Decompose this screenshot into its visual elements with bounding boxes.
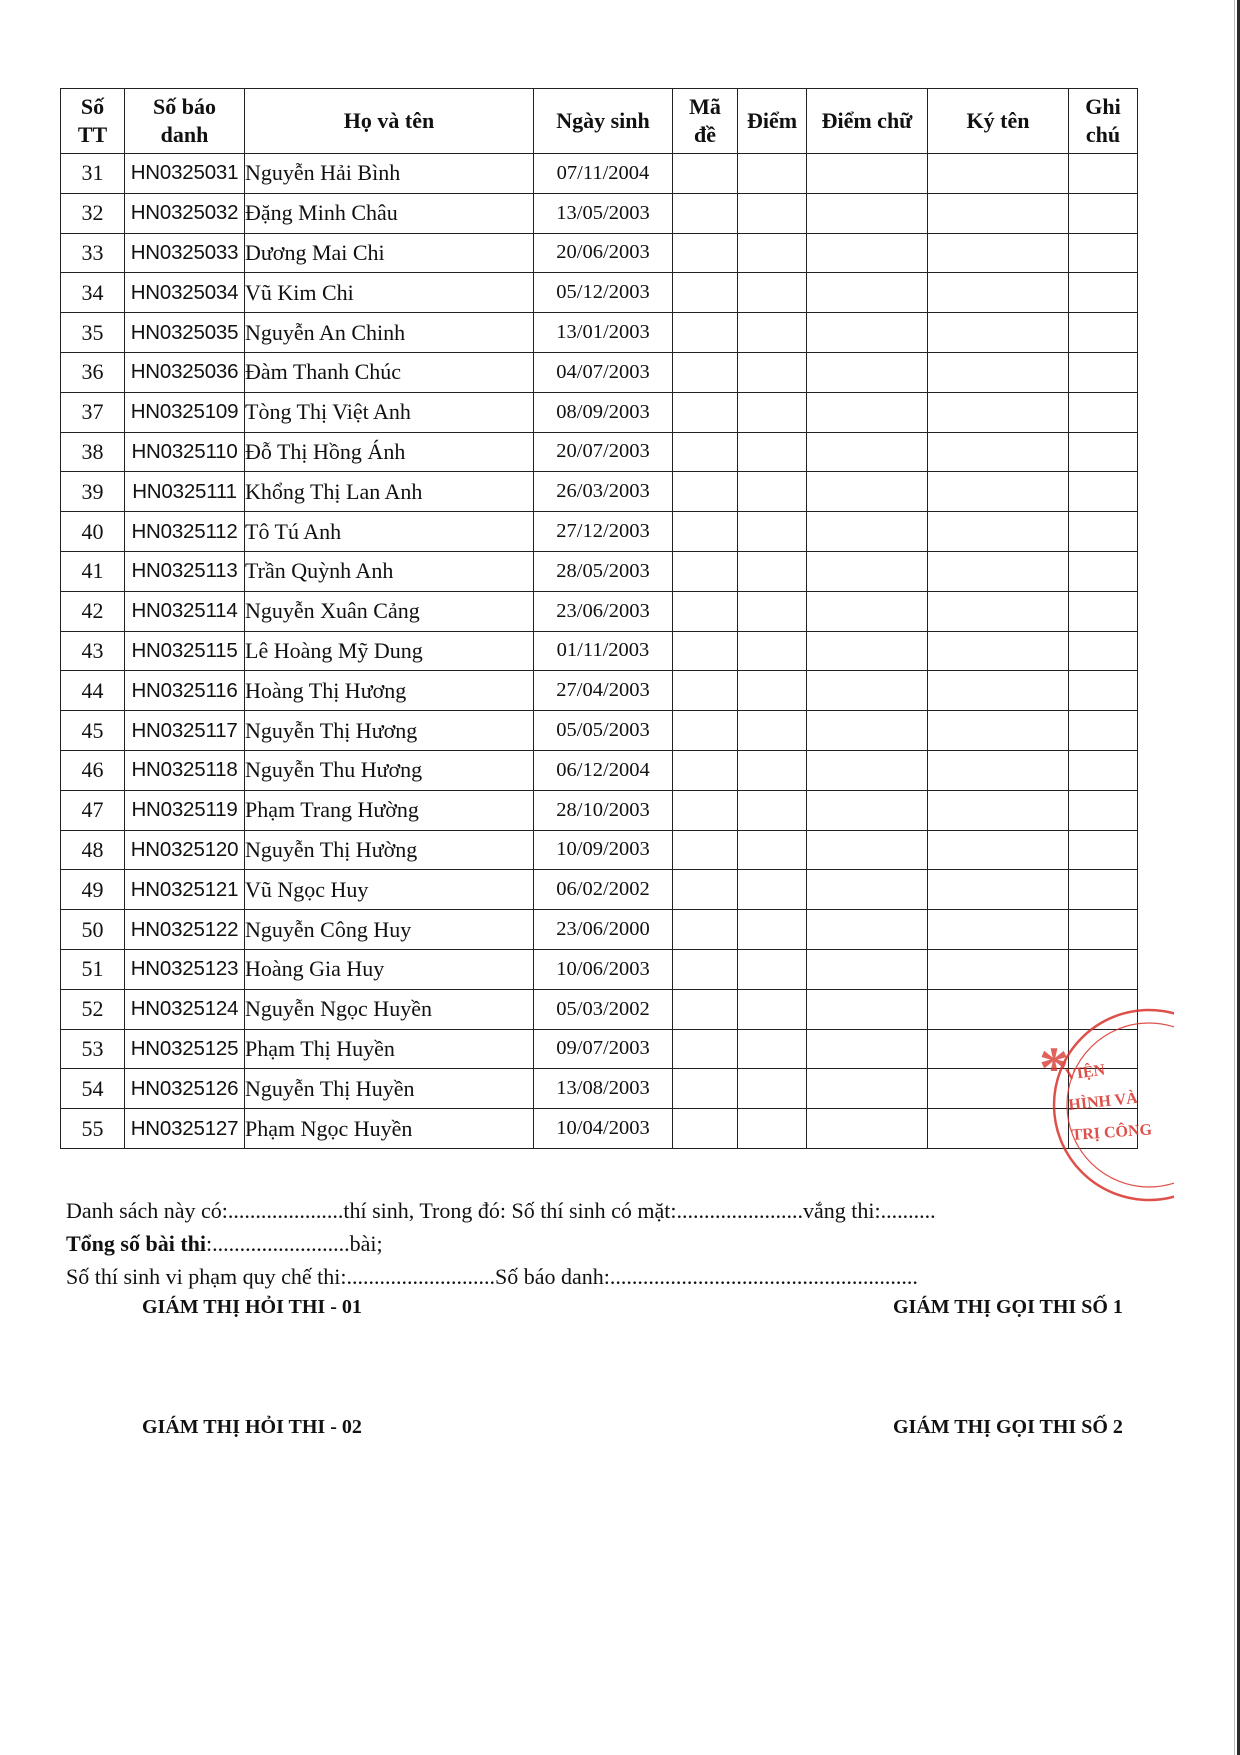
name-cell: Nguyễn Xuân Cảng xyxy=(245,591,534,631)
signature-cell xyxy=(928,671,1069,711)
sbd-cell: HN0325126 xyxy=(125,1069,245,1109)
table-row xyxy=(61,711,1138,751)
exam-code-cell xyxy=(673,870,738,910)
note-cell xyxy=(1069,154,1138,194)
name-cell: Nguyễn Công Huy xyxy=(245,910,534,950)
note-cell xyxy=(1069,591,1138,631)
name-cell: Nguyễn An Chinh xyxy=(245,313,534,353)
sbd-cell: HN0325034 xyxy=(125,273,245,313)
dob-cell: 10/06/2003 xyxy=(534,949,673,989)
exam-code-cell xyxy=(673,154,738,194)
note-cell xyxy=(1069,949,1138,989)
stt-cell: 38 xyxy=(61,432,125,472)
exam-code-cell xyxy=(673,910,738,950)
stt-cell: 46 xyxy=(61,750,125,790)
signature-cell xyxy=(928,949,1069,989)
name-cell: Khổng Thị Lan Anh xyxy=(245,472,534,512)
name-cell: Tô Tú Anh xyxy=(245,512,534,552)
stt-cell: 50 xyxy=(61,910,125,950)
table-row xyxy=(61,193,1138,233)
sbd-cell: HN0325121 xyxy=(125,870,245,910)
signature-caller-2: GIÁM THỊ GỌI THI SỐ 2 xyxy=(893,1416,1123,1438)
score-words-cell xyxy=(807,750,928,790)
exam-code-cell xyxy=(673,671,738,711)
exam-code-cell xyxy=(673,1029,738,1069)
name-cell: Nguyễn Thị Huyền xyxy=(245,1069,534,1109)
header-signature: Ký tên xyxy=(928,89,1069,154)
name-cell: Phạm Ngọc Huyền xyxy=(245,1109,534,1149)
signature-cell xyxy=(928,631,1069,671)
stt-cell: 51 xyxy=(61,949,125,989)
dob-cell: 28/05/2003 xyxy=(534,551,673,591)
summary-candidate-count: Danh sách này có:.....................thí sinh, Trong đó: Số thí sinh có mặt:.......................vắng thi:.......... xyxy=(66,1198,936,1223)
exam-code-cell xyxy=(673,949,738,989)
score-cell xyxy=(738,352,807,392)
dob-cell: 27/04/2003 xyxy=(534,671,673,711)
exam-code-cell xyxy=(673,790,738,830)
score-cell xyxy=(738,233,807,273)
table-row xyxy=(61,154,1138,194)
exam-code-cell xyxy=(673,1109,738,1149)
signature-cell xyxy=(928,193,1069,233)
table-row xyxy=(61,870,1138,910)
score-cell xyxy=(738,830,807,870)
stt-cell: 55 xyxy=(61,1109,125,1149)
stt-cell: 49 xyxy=(61,870,125,910)
score-words-cell xyxy=(807,671,928,711)
score-cell xyxy=(738,631,807,671)
table-row xyxy=(61,790,1138,830)
score-cell xyxy=(738,949,807,989)
header-note: Ghi chú xyxy=(1069,89,1138,154)
note-cell xyxy=(1069,193,1138,233)
stt-cell: 48 xyxy=(61,830,125,870)
dob-cell: 20/07/2003 xyxy=(534,432,673,472)
name-cell: Hoàng Gia Huy xyxy=(245,949,534,989)
dob-cell: 27/12/2003 xyxy=(534,512,673,552)
signature-cell xyxy=(928,711,1069,751)
signature-cell xyxy=(928,313,1069,353)
stt-cell: 33 xyxy=(61,233,125,273)
signature-caller-1: GIÁM THỊ GỌI THI SỐ 1 xyxy=(893,1296,1123,1318)
score-cell xyxy=(738,1109,807,1149)
table-row xyxy=(61,472,1138,512)
dob-cell: 13/01/2003 xyxy=(534,313,673,353)
name-cell: Đàm Thanh Chúc xyxy=(245,352,534,392)
stt-cell: 54 xyxy=(61,1069,125,1109)
note-cell xyxy=(1069,273,1138,313)
note-cell xyxy=(1069,432,1138,472)
score-cell xyxy=(738,313,807,353)
score-words-cell xyxy=(807,1029,928,1069)
note-cell xyxy=(1069,711,1138,751)
name-cell: Dương Mai Chi xyxy=(245,233,534,273)
note-cell xyxy=(1069,631,1138,671)
exam-code-cell xyxy=(673,631,738,671)
table-row xyxy=(61,1069,1138,1109)
score-cell xyxy=(738,671,807,711)
exam-code-cell xyxy=(673,750,738,790)
table-row xyxy=(61,591,1138,631)
sbd-cell: HN0325127 xyxy=(125,1109,245,1149)
name-cell: Phạm Thị Huyền xyxy=(245,1029,534,1069)
name-cell: Vũ Kim Chi xyxy=(245,273,534,313)
sbd-cell: HN0325109 xyxy=(125,392,245,432)
note-cell xyxy=(1069,750,1138,790)
stt-cell: 40 xyxy=(61,512,125,552)
note-cell xyxy=(1069,989,1138,1029)
header-score: Điểm xyxy=(738,89,807,154)
name-cell: Nguyễn Ngọc Huyền xyxy=(245,989,534,1029)
score-cell xyxy=(738,472,807,512)
svg-text:HÌNH VÀ: HÌNH VÀ xyxy=(1067,1089,1139,1114)
svg-text:*: * xyxy=(1039,1035,1069,1101)
stt-cell: 52 xyxy=(61,989,125,1029)
score-words-cell xyxy=(807,591,928,631)
note-cell xyxy=(1069,830,1138,870)
dob-cell: 05/03/2002 xyxy=(534,989,673,1029)
sbd-cell: HN0325117 xyxy=(125,711,245,751)
exam-code-cell xyxy=(673,551,738,591)
table-row xyxy=(61,1109,1138,1149)
score-cell xyxy=(738,790,807,830)
name-cell: Hoàng Thị Hương xyxy=(245,671,534,711)
note-cell xyxy=(1069,392,1138,432)
header-sbd: Số báo danh xyxy=(125,89,245,154)
sbd-cell: HN0325124 xyxy=(125,989,245,1029)
sbd-cell: HN0325110 xyxy=(125,432,245,472)
name-cell: Tòng Thị Việt Anh xyxy=(245,392,534,432)
stt-cell: 47 xyxy=(61,790,125,830)
stt-cell: 37 xyxy=(61,392,125,432)
signature-cell xyxy=(928,512,1069,552)
score-cell xyxy=(738,551,807,591)
name-cell: Nguyễn Thu Hương xyxy=(245,750,534,790)
dob-cell: 13/05/2003 xyxy=(534,193,673,233)
exam-code-cell xyxy=(673,432,738,472)
stt-cell: 39 xyxy=(61,472,125,512)
score-cell xyxy=(738,750,807,790)
signature-cell xyxy=(928,352,1069,392)
sbd-cell: HN0325122 xyxy=(125,910,245,950)
signature-cell xyxy=(928,830,1069,870)
signature-cell xyxy=(928,154,1069,194)
score-cell xyxy=(738,512,807,552)
signature-examiner-1: GIÁM THỊ HỎI THI - 01 xyxy=(142,1296,362,1318)
signature-cell xyxy=(928,989,1069,1029)
score-words-cell xyxy=(807,551,928,591)
header-stt: Số TT xyxy=(61,89,125,154)
dob-cell: 09/07/2003 xyxy=(534,1029,673,1069)
stt-cell: 34 xyxy=(61,273,125,313)
table-row xyxy=(61,830,1138,870)
note-cell xyxy=(1069,313,1138,353)
score-cell xyxy=(738,392,807,432)
dob-cell: 04/07/2003 xyxy=(534,352,673,392)
score-cell xyxy=(738,1069,807,1109)
score-words-cell xyxy=(807,512,928,552)
summary-violations: Số thí sinh vi phạm quy chế thi:...........................Số báo danh:........................................................ xyxy=(66,1264,918,1289)
exam-code-cell xyxy=(673,512,738,552)
table-row xyxy=(61,910,1138,950)
page-edge-line xyxy=(1234,0,1235,1755)
score-cell xyxy=(738,154,807,194)
table-row xyxy=(61,273,1138,313)
signature-cell xyxy=(928,472,1069,512)
stt-cell: 41 xyxy=(61,551,125,591)
score-words-cell xyxy=(807,711,928,751)
score-cell xyxy=(738,989,807,1029)
score-words-cell xyxy=(807,1109,928,1149)
score-words-cell xyxy=(807,154,928,194)
sbd-cell: HN0325120 xyxy=(125,830,245,870)
signature-cell xyxy=(928,551,1069,591)
dob-cell: 06/02/2002 xyxy=(534,870,673,910)
exam-code-cell xyxy=(673,591,738,631)
exam-code-cell xyxy=(673,830,738,870)
name-cell: Đỗ Thị Hồng Ánh xyxy=(245,432,534,472)
note-cell xyxy=(1069,910,1138,950)
header-name: Họ và tên xyxy=(245,89,534,154)
header-dob: Ngày sinh xyxy=(534,89,673,154)
note-cell xyxy=(1069,233,1138,273)
exam-code-cell xyxy=(673,313,738,353)
dob-cell: 26/03/2003 xyxy=(534,472,673,512)
table-row xyxy=(61,1029,1138,1069)
table-row xyxy=(61,750,1138,790)
note-cell xyxy=(1069,551,1138,591)
dob-cell: 05/05/2003 xyxy=(534,711,673,751)
exam-roster-table xyxy=(60,88,1138,1149)
exam-code-cell xyxy=(673,711,738,751)
dob-cell: 13/08/2003 xyxy=(534,1069,673,1109)
stt-cell: 45 xyxy=(61,711,125,751)
score-words-cell xyxy=(807,193,928,233)
table-row xyxy=(61,989,1138,1029)
name-cell: Lê Hoàng Mỹ Dung xyxy=(245,631,534,671)
sbd-cell: HN0325033 xyxy=(125,233,245,273)
score-words-cell xyxy=(807,392,928,432)
name-cell: Đặng Minh Châu xyxy=(245,193,534,233)
note-cell xyxy=(1069,671,1138,711)
score-cell xyxy=(738,910,807,950)
score-words-cell xyxy=(807,352,928,392)
note-cell xyxy=(1069,1029,1138,1069)
stt-cell: 44 xyxy=(61,671,125,711)
dob-cell: 23/06/2003 xyxy=(534,591,673,631)
dob-cell: 05/12/2003 xyxy=(534,273,673,313)
name-cell: Nguyễn Thị Hường xyxy=(245,830,534,870)
score-cell xyxy=(738,1029,807,1069)
signature-cell xyxy=(928,790,1069,830)
table-row xyxy=(61,313,1138,353)
header-exam-code: Mã đề xyxy=(673,89,738,154)
exam-code-cell xyxy=(673,392,738,432)
dob-cell: 07/11/2004 xyxy=(534,154,673,194)
note-cell xyxy=(1069,870,1138,910)
note-cell xyxy=(1069,790,1138,830)
score-words-cell xyxy=(807,432,928,472)
score-words-cell xyxy=(807,830,928,870)
score-cell xyxy=(738,432,807,472)
note-cell xyxy=(1069,472,1138,512)
name-cell: Nguyễn Hải Bình xyxy=(245,154,534,194)
score-cell xyxy=(738,711,807,751)
signature-cell xyxy=(928,591,1069,631)
score-cell xyxy=(738,591,807,631)
score-words-cell xyxy=(807,472,928,512)
note-cell xyxy=(1069,352,1138,392)
score-words-cell xyxy=(807,631,928,671)
exam-code-cell xyxy=(673,989,738,1029)
name-cell: Nguyễn Thị Hương xyxy=(245,711,534,751)
dob-cell: 01/11/2003 xyxy=(534,631,673,671)
exam-code-cell xyxy=(673,472,738,512)
table-row xyxy=(61,631,1138,671)
table-row xyxy=(61,551,1138,591)
table-row xyxy=(61,233,1138,273)
stt-cell: 43 xyxy=(61,631,125,671)
signature-cell xyxy=(928,273,1069,313)
name-cell: Phạm Trang Hường xyxy=(245,790,534,830)
exam-code-cell xyxy=(673,233,738,273)
svg-text:TRỊ CÔNG: TRỊ CÔNG xyxy=(1071,1121,1153,1144)
score-words-cell xyxy=(807,989,928,1029)
signature-cell xyxy=(928,870,1069,910)
sbd-cell: HN0325114 xyxy=(125,591,245,631)
name-cell: Trần Quỳnh Anh xyxy=(245,551,534,591)
dob-cell: 06/12/2004 xyxy=(534,750,673,790)
stt-cell: 31 xyxy=(61,154,125,194)
table-header-row xyxy=(61,89,1138,154)
table-row xyxy=(61,671,1138,711)
stt-cell: 36 xyxy=(61,352,125,392)
sbd-cell: HN0325031 xyxy=(125,154,245,194)
score-words-cell xyxy=(807,313,928,353)
score-words-cell xyxy=(807,870,928,910)
dob-cell: 23/06/2000 xyxy=(534,910,673,950)
signature-cell xyxy=(928,1029,1069,1069)
dob-cell: 28/10/2003 xyxy=(534,790,673,830)
sbd-cell: HN0325123 xyxy=(125,949,245,989)
sbd-cell: HN0325113 xyxy=(125,551,245,591)
exam-code-cell xyxy=(673,273,738,313)
score-words-cell xyxy=(807,1069,928,1109)
sbd-cell: HN0325032 xyxy=(125,193,245,233)
score-cell xyxy=(738,870,807,910)
name-cell: Vũ Ngọc Huy xyxy=(245,870,534,910)
signature-cell xyxy=(928,233,1069,273)
sbd-cell: HN0325116 xyxy=(125,671,245,711)
dob-cell: 10/04/2003 xyxy=(534,1109,673,1149)
dob-cell: 10/09/2003 xyxy=(534,830,673,870)
exam-code-cell xyxy=(673,352,738,392)
dob-cell: 20/06/2003 xyxy=(534,233,673,273)
signature-cell xyxy=(928,750,1069,790)
svg-text:VIỆN: VIỆN xyxy=(1064,1061,1107,1084)
sbd-cell: HN0325111 xyxy=(125,472,245,512)
summary-total-papers: Tổng số bài thi:.........................bài; xyxy=(66,1231,383,1256)
sbd-cell: HN0325112 xyxy=(125,512,245,552)
sbd-cell: HN0325035 xyxy=(125,313,245,353)
sbd-cell: HN0325119 xyxy=(125,790,245,830)
signature-examiner-2: GIÁM THỊ HỎI THI - 02 xyxy=(142,1416,362,1438)
sbd-cell: HN0325115 xyxy=(125,631,245,671)
score-words-cell xyxy=(807,949,928,989)
table-row xyxy=(61,352,1138,392)
note-cell xyxy=(1069,512,1138,552)
signature-cell xyxy=(928,1109,1069,1149)
signature-cell xyxy=(928,392,1069,432)
table-row xyxy=(61,432,1138,472)
score-cell xyxy=(738,273,807,313)
dob-cell: 08/09/2003 xyxy=(534,392,673,432)
score-words-cell xyxy=(807,233,928,273)
score-words-cell xyxy=(807,790,928,830)
sbd-cell: HN0325036 xyxy=(125,352,245,392)
stt-cell: 32 xyxy=(61,193,125,233)
exam-code-cell xyxy=(673,1069,738,1109)
note-cell xyxy=(1069,1069,1138,1109)
sbd-cell: HN0325125 xyxy=(125,1029,245,1069)
stt-cell: 53 xyxy=(61,1029,125,1069)
signature-cell xyxy=(928,910,1069,950)
note-cell xyxy=(1069,1109,1138,1149)
table-row xyxy=(61,512,1138,552)
table-row xyxy=(61,949,1138,989)
score-words-cell xyxy=(807,273,928,313)
header-score-words: Điểm chữ xyxy=(807,89,928,154)
score-cell xyxy=(738,193,807,233)
stt-cell: 35 xyxy=(61,313,125,353)
signature-cell xyxy=(928,432,1069,472)
signature-cell xyxy=(928,1069,1069,1109)
score-words-cell xyxy=(807,910,928,950)
exam-code-cell xyxy=(673,193,738,233)
stt-cell: 42 xyxy=(61,591,125,631)
sbd-cell: HN0325118 xyxy=(125,750,245,790)
table-row xyxy=(61,392,1138,432)
